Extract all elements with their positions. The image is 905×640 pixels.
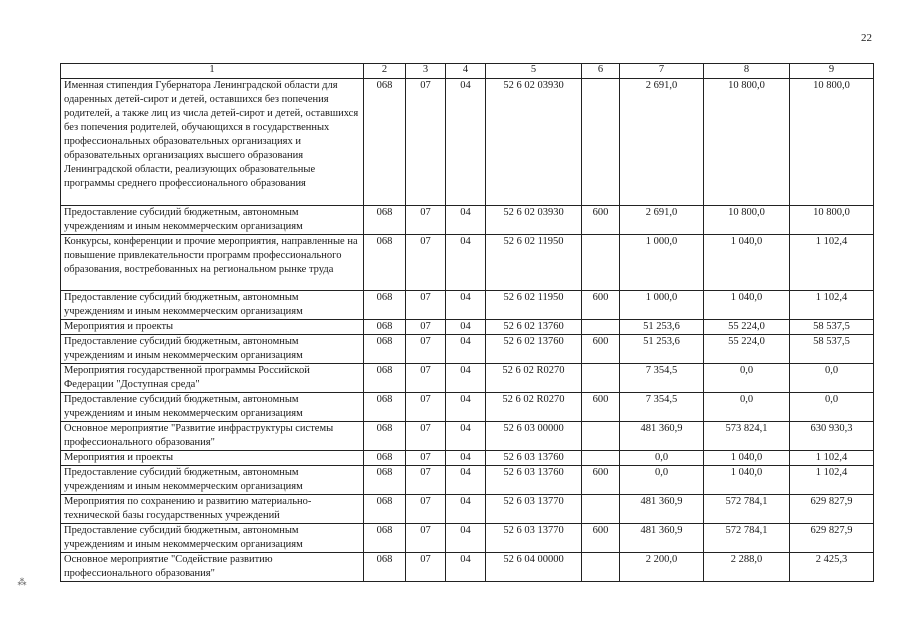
table-row [61,393,874,422]
table-cell-col-9: 1 102,4 [790,451,874,466]
column-header: 1 [61,64,364,79]
column-header: 6 [582,64,620,79]
table-row [61,79,874,206]
table-cell-col-8: 2 288,0 [704,553,790,582]
table-cell-col-3: 07 [406,291,446,320]
table-cell-col-4: 04 [446,235,486,291]
table-cell-col-2: 068 [364,235,406,291]
table-cell-col-8: 55 224,0 [704,320,790,335]
table-row [61,364,874,393]
table-cell-col-2: 068 [364,206,406,235]
budget-table [60,63,874,582]
column-header: 2 [364,64,406,79]
table-cell-col-2: 068 [364,79,406,206]
table-cell-col-6: 600 [582,524,620,553]
table-cell-col-3: 07 [406,524,446,553]
table-cell-col-5: 52 6 02 11950 [486,235,582,291]
row-name-cell: Предоставление субсидий бюджетным, автономным учреждениям и иным некоммерческим организациям [61,206,364,235]
table-cell-col-9: 1 102,4 [790,291,874,320]
row-name-cell: Мероприятия государственной программы Российской Федерации "Доступная среда" [61,364,364,393]
table-cell-col-9: 630 930,3 [790,422,874,451]
table-cell-col-8: 572 784,1 [704,495,790,524]
table-cell-col-6: 600 [582,291,620,320]
table-cell-col-2: 068 [364,291,406,320]
table-cell-col-7: 1 000,0 [620,291,704,320]
table-cell-col-5: 52 6 03 00000 [486,422,582,451]
table-cell-col-9: 58 537,5 [790,320,874,335]
table-row [61,495,874,524]
table-cell-col-8: 55 224,0 [704,335,790,364]
table-cell-col-7: 51 253,6 [620,320,704,335]
table-cell-col-7: 481 360,9 [620,495,704,524]
table-cell-col-9: 58 537,5 [790,335,874,364]
table-cell-col-3: 07 [406,466,446,495]
page-number: 22 [861,32,872,44]
column-header: 7 [620,64,704,79]
table-cell-col-6: 600 [582,335,620,364]
table-cell-col-6 [582,422,620,451]
table-cell-col-5: 52 6 04 00000 [486,553,582,582]
column-header: 3 [406,64,446,79]
table-cell-col-7: 0,0 [620,451,704,466]
table-cell-col-2: 068 [364,422,406,451]
table-cell-col-6 [582,320,620,335]
table-cell-col-5: 52 6 02 03930 [486,206,582,235]
table-cell-col-3: 07 [406,364,446,393]
table-cell-col-6 [582,495,620,524]
table-cell-col-2: 068 [364,451,406,466]
table-cell-col-4: 04 [446,451,486,466]
table-cell-col-8: 573 824,1 [704,422,790,451]
table-cell-col-2: 068 [364,553,406,582]
row-name-cell: Основное мероприятие "Развитие инфраструктуры системы профессионального образования" [61,422,364,451]
table-cell-col-4: 04 [446,422,486,451]
table-cell-col-6 [582,364,620,393]
row-name-cell: Предоставление субсидий бюджетным, автономным учреждениям и иным некоммерческим организациям [61,335,364,364]
table-cell-col-8: 1 040,0 [704,291,790,320]
table-cell-col-2: 068 [364,335,406,364]
table-cell-col-4: 04 [446,320,486,335]
table-cell-col-2: 068 [364,524,406,553]
row-name-cell: Основное мероприятие "Содействие развитию профессионального образования" [61,553,364,582]
table-cell-col-7: 1 000,0 [620,235,704,291]
table-cell-col-8: 0,0 [704,393,790,422]
table-cell-col-4: 04 [446,364,486,393]
table-cell-col-7: 2 691,0 [620,79,704,206]
row-name-cell: Предоставление субсидий бюджетным, автономным учреждениям и иным некоммерческим организациям [61,291,364,320]
table-cell-col-8: 1 040,0 [704,451,790,466]
table-cell-col-5: 52 6 02 03930 [486,79,582,206]
table-cell-col-5: 52 6 02 13760 [486,335,582,364]
table-cell-col-5: 52 6 02 R0270 [486,364,582,393]
table-cell-col-4: 04 [446,206,486,235]
table-row [61,206,874,235]
table-cell-col-3: 07 [406,393,446,422]
table-cell-col-3: 07 [406,495,446,524]
table-cell-col-8: 10 800,0 [704,79,790,206]
margin-marks: ⁂ [18,578,28,588]
table-cell-col-3: 07 [406,79,446,206]
table-cell-col-7: 0,0 [620,466,704,495]
table-row [61,524,874,553]
table-cell-col-4: 04 [446,79,486,206]
table-cell-col-7: 2 691,0 [620,206,704,235]
table-cell-col-5: 52 6 02 R0270 [486,393,582,422]
table-cell-col-9: 629 827,9 [790,524,874,553]
table-cell-col-5: 52 6 03 13760 [486,466,582,495]
table-cell-col-4: 04 [446,291,486,320]
table-cell-col-3: 07 [406,553,446,582]
table-cell-col-9: 629 827,9 [790,495,874,524]
table-cell-col-6 [582,451,620,466]
table-row [61,466,874,495]
table-row [61,553,874,582]
table-cell-col-7: 7 354,5 [620,364,704,393]
row-name-cell: Именная стипендия Губернатора Ленинградской области для одаренных детей-сирот и детей, оставшихся без попечения родителей, а также лиц из числа детей-сирот и детей, оставшихся без попечения родителей, обучающихся в государственных профессиональных образовательных организациях и образовательных организациях высшего образования Ленинградской области, реализующих образовательные программы среднего профессионального образования [61,79,364,206]
column-header: 8 [704,64,790,79]
table-cell-col-7: 51 253,6 [620,335,704,364]
table-cell-col-5: 52 6 03 13760 [486,451,582,466]
table-cell-col-2: 068 [364,320,406,335]
table-cell-col-8: 10 800,0 [704,206,790,235]
table-cell-col-3: 07 [406,335,446,364]
table-cell-col-9: 2 425,3 [790,553,874,582]
row-name-cell: Предоставление субсидий бюджетным, автономным учреждениям и иным некоммерческим организациям [61,393,364,422]
table-cell-col-3: 07 [406,206,446,235]
table-cell-col-8: 1 040,0 [704,466,790,495]
table-row [61,422,874,451]
column-header: 4 [446,64,486,79]
table-cell-col-4: 04 [446,393,486,422]
table-cell-col-5: 52 6 02 11950 [486,291,582,320]
table-cell-col-4: 04 [446,553,486,582]
table-cell-col-9: 10 800,0 [790,79,874,206]
row-name-cell: Мероприятия и проекты [61,451,364,466]
row-name-cell: Предоставление субсидий бюджетным, автономным учреждениям и иным некоммерческим организациям [61,466,364,495]
table-cell-col-5: 52 6 02 13760 [486,320,582,335]
table-row [61,235,874,291]
table-cell-col-6: 600 [582,466,620,495]
table-cell-col-4: 04 [446,495,486,524]
table-row [61,335,874,364]
table-cell-col-9: 1 102,4 [790,466,874,495]
table-cell-col-2: 068 [364,393,406,422]
table-row [61,291,874,320]
row-name-cell: Конкурсы, конференции и прочие мероприятия, направленные на повышение привлекательности программ профессионального образования, востребованных на региональном рынке труда [61,235,364,291]
table-cell-col-4: 04 [446,524,486,553]
table-cell-col-9: 1 102,4 [790,235,874,291]
table-cell-col-8: 572 784,1 [704,524,790,553]
table-row [61,451,874,466]
table-cell-col-9: 0,0 [790,364,874,393]
table-cell-col-7: 2 200,0 [620,553,704,582]
row-name-cell: Предоставление субсидий бюджетным, автономным учреждениям и иным некоммерческим организациям [61,524,364,553]
table-cell-col-8: 1 040,0 [704,235,790,291]
column-header: 5 [486,64,582,79]
table-cell-col-7: 481 360,9 [620,422,704,451]
header-row [61,64,874,79]
row-name-cell: Мероприятия и проекты [61,320,364,335]
row-name-cell: Мероприятия по сохранению и развитию материально-технической базы государственных учреждений [61,495,364,524]
table-cell-col-9: 10 800,0 [790,206,874,235]
table-cell-col-7: 7 354,5 [620,393,704,422]
table-cell-col-2: 068 [364,466,406,495]
table-cell-col-2: 068 [364,364,406,393]
table-cell-col-5: 52 6 03 13770 [486,524,582,553]
table-cell-col-6 [582,79,620,206]
table-cell-col-6: 600 [582,393,620,422]
table-cell-col-3: 07 [406,451,446,466]
table-cell-col-9: 0,0 [790,393,874,422]
table-cell-col-6 [582,553,620,582]
table-cell-col-3: 07 [406,235,446,291]
table-cell-col-3: 07 [406,422,446,451]
table-cell-col-8: 0,0 [704,364,790,393]
table-cell-col-5: 52 6 03 13770 [486,495,582,524]
table-cell-col-3: 07 [406,320,446,335]
table-cell-col-7: 481 360,9 [620,524,704,553]
table-cell-col-6 [582,235,620,291]
table-cell-col-2: 068 [364,495,406,524]
table-cell-col-4: 04 [446,335,486,364]
table-cell-col-6: 600 [582,206,620,235]
table-cell-col-4: 04 [446,466,486,495]
column-header: 9 [790,64,874,79]
table-row [61,320,874,335]
